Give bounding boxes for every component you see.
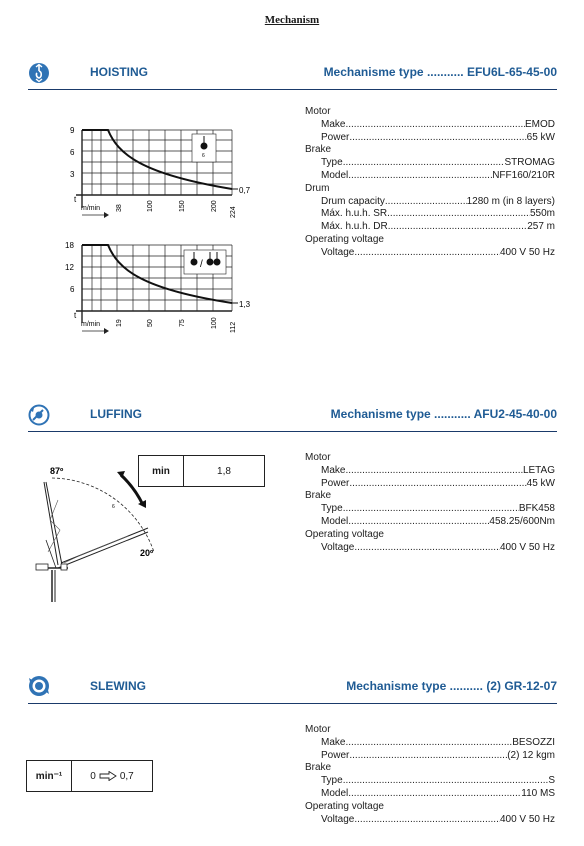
spec-value: 400 V 50 Hz (499, 246, 555, 258)
slewing-speed-range (72, 761, 152, 791)
spec-leader-dots (349, 478, 526, 491)
slewing-speed-unit: min⁻¹ (27, 761, 72, 791)
end-value-label: 0,7 (239, 186, 251, 195)
spec-key: Type (321, 775, 343, 787)
spec-key: Model (321, 787, 349, 799)
x-axis-label: m/min (81, 205, 101, 212)
spec-group-label: Operating voltage (305, 528, 384, 540)
spec-key: Model (321, 515, 349, 527)
x-tick-label: 38 (116, 204, 123, 212)
spec-group-label: Operating voltage (305, 233, 384, 245)
spec-group-label: Motor (305, 452, 331, 463)
spec-value: 65 kW (526, 131, 555, 143)
x-tick-label: 100 (147, 200, 154, 212)
spec-key: Make (321, 118, 346, 130)
spec-row (305, 119, 555, 132)
spec-value: 257 m (527, 221, 555, 233)
spec-row (305, 170, 555, 183)
hoisting-title: HOISTING (90, 65, 149, 79)
spec-key: Máx. h.u.h. DR (321, 221, 388, 233)
y-tick-label: 6 (70, 148, 75, 157)
spec-leader-dots (385, 196, 467, 209)
hoisting-mechanism-type: Mechanisme type ........... EFU6L-65-45-00 (323, 65, 557, 79)
y-tick-label: 12 (65, 263, 74, 272)
spec-group-label: Drum (305, 182, 330, 194)
spec-value: EMOD (525, 118, 555, 130)
arrow-right-icon (99, 771, 117, 781)
x-tick-label: 200 (211, 200, 218, 212)
spec-key: Máx. h.u.h. SR (321, 208, 388, 220)
slewing-gear-icon (28, 675, 50, 697)
spec-group-label: Brake (305, 762, 332, 774)
x-tick-label: 224 (230, 206, 237, 218)
spec-leader-dots (348, 788, 521, 801)
x-tick-label: 112 (230, 321, 237, 333)
spec-key: Type (321, 157, 343, 169)
spec-value: 1280 m (in 8 layers) (466, 195, 555, 207)
slewing-speed-table (26, 760, 153, 792)
luffing-time-table (138, 455, 265, 487)
spec-leader-dots (354, 814, 500, 827)
svg-text:/: / (200, 259, 203, 270)
luffing-rotation-icon (28, 404, 50, 426)
spec-leader-dots (388, 221, 528, 234)
spec-group-label: Operating voltage (305, 800, 384, 812)
hoisting-chart-single-fall (56, 122, 256, 222)
page-title: Mechanism (264, 14, 320, 26)
spec-value: BESOZZI (512, 736, 555, 748)
spec-leader-dots (348, 170, 492, 183)
spec-row (305, 737, 555, 750)
spec-leader-dots (343, 775, 549, 788)
spec-row (305, 247, 555, 260)
spec-row (305, 516, 555, 529)
spec-group-label: Motor (305, 106, 331, 117)
spec-value: BFK458 (518, 503, 555, 515)
spec-leader-dots (387, 208, 530, 221)
spec-row (305, 465, 555, 478)
spec-key: Voltage (321, 813, 355, 825)
spec-value: (2) 12 kgm (507, 749, 555, 761)
luffing-time-value: 1,8 (217, 465, 231, 477)
y-tick-label: 3 (70, 170, 75, 179)
y-axis-label: t (74, 311, 77, 320)
spec-value: 400 V 50 Hz (499, 541, 555, 553)
spec-group-label: Motor (305, 724, 331, 735)
x-axis-label: m/min (81, 321, 101, 328)
spec-leader-dots (354, 542, 500, 555)
slewing-speed-from: 0 (90, 770, 96, 782)
spec-key: Model (321, 169, 349, 181)
spec-value: LETAG (522, 464, 555, 476)
spec-key: Power (321, 477, 350, 489)
spec-value: 550m (529, 208, 555, 220)
spec-row (305, 503, 555, 516)
spec-value: 400 V 50 Hz (499, 813, 555, 825)
spec-leader-dots (343, 157, 505, 170)
spec-value: S (548, 775, 555, 787)
spec-leader-dots (343, 503, 519, 516)
luffing-mechanism-type: Mechanisme type ........... AFU2-45-40-00 (330, 407, 557, 421)
luffing-header (28, 402, 557, 432)
y-tick-label: 6 (70, 285, 75, 294)
luffing-max-angle: 87º (50, 466, 64, 476)
luffing-specs (305, 452, 555, 554)
spec-value: 458.25/600Nm (489, 515, 555, 527)
spec-leader-dots (354, 247, 500, 260)
spec-value: 45 kW (526, 477, 555, 489)
slewing-speed-to: 0,7 (119, 770, 134, 782)
spec-row (305, 208, 555, 221)
spec-row (305, 157, 555, 170)
hoist-hook-icon (28, 62, 50, 84)
spec-row (305, 196, 555, 209)
y-tick-label: 9 (70, 126, 75, 135)
spec-value: STROMAG (504, 157, 555, 169)
x-tick-label: 19 (116, 319, 123, 327)
y-axis-label: t (74, 195, 77, 204)
spec-leader-dots (345, 737, 512, 750)
spec-value: NFF160/210R (492, 169, 555, 181)
spec-group-label: Brake (305, 144, 332, 156)
spec-key: Drum capacity (321, 195, 385, 207)
slewing-mechanism-type: Mechanisme type .......... (2) GR-12-07 (346, 679, 557, 693)
spec-row (305, 775, 555, 788)
slewing-title: SLEWING (90, 679, 146, 693)
x-tick-label: 100 (211, 317, 218, 329)
hoisting-chart-double-fall (56, 237, 256, 337)
spec-row (305, 542, 555, 555)
y-tick-label: 18 (65, 241, 74, 250)
spec-group-label: Brake (305, 490, 332, 502)
spec-leader-dots (349, 132, 526, 145)
spec-value: 110 MS (521, 787, 555, 799)
slewing-header (28, 674, 557, 704)
spec-key: Make (321, 736, 346, 748)
hoisting-specs (305, 106, 555, 260)
spec-row (305, 788, 555, 801)
spec-leader-dots (349, 750, 507, 763)
spec-key: Voltage (321, 541, 355, 553)
luffing-title: LUFFING (90, 407, 142, 421)
spec-row (305, 132, 555, 145)
spec-key: Voltage (321, 246, 355, 258)
spec-row (305, 221, 555, 234)
luffing-time-unit: min (139, 456, 184, 486)
spec-leader-dots (345, 119, 525, 132)
spec-key: Make (321, 464, 346, 476)
x-tick-label: 150 (179, 200, 186, 212)
spec-row (305, 814, 555, 827)
spec-key: Power (321, 131, 350, 143)
x-tick-label: 50 (147, 319, 154, 327)
spec-row (305, 478, 555, 491)
svg-text:6: 6 (112, 504, 115, 510)
hoisting-header (28, 60, 557, 90)
x-tick-label: 75 (179, 319, 186, 327)
slewing-specs (305, 724, 555, 826)
spec-key: Type (321, 503, 343, 515)
spec-row (305, 750, 555, 763)
spec-leader-dots (345, 465, 523, 478)
spec-leader-dots (348, 516, 489, 529)
luffing-min-angle: 20º (140, 548, 154, 558)
end-value-label: 1,3 (239, 300, 251, 309)
spec-key: Power (321, 749, 350, 761)
svg-text:6: 6 (202, 153, 205, 159)
